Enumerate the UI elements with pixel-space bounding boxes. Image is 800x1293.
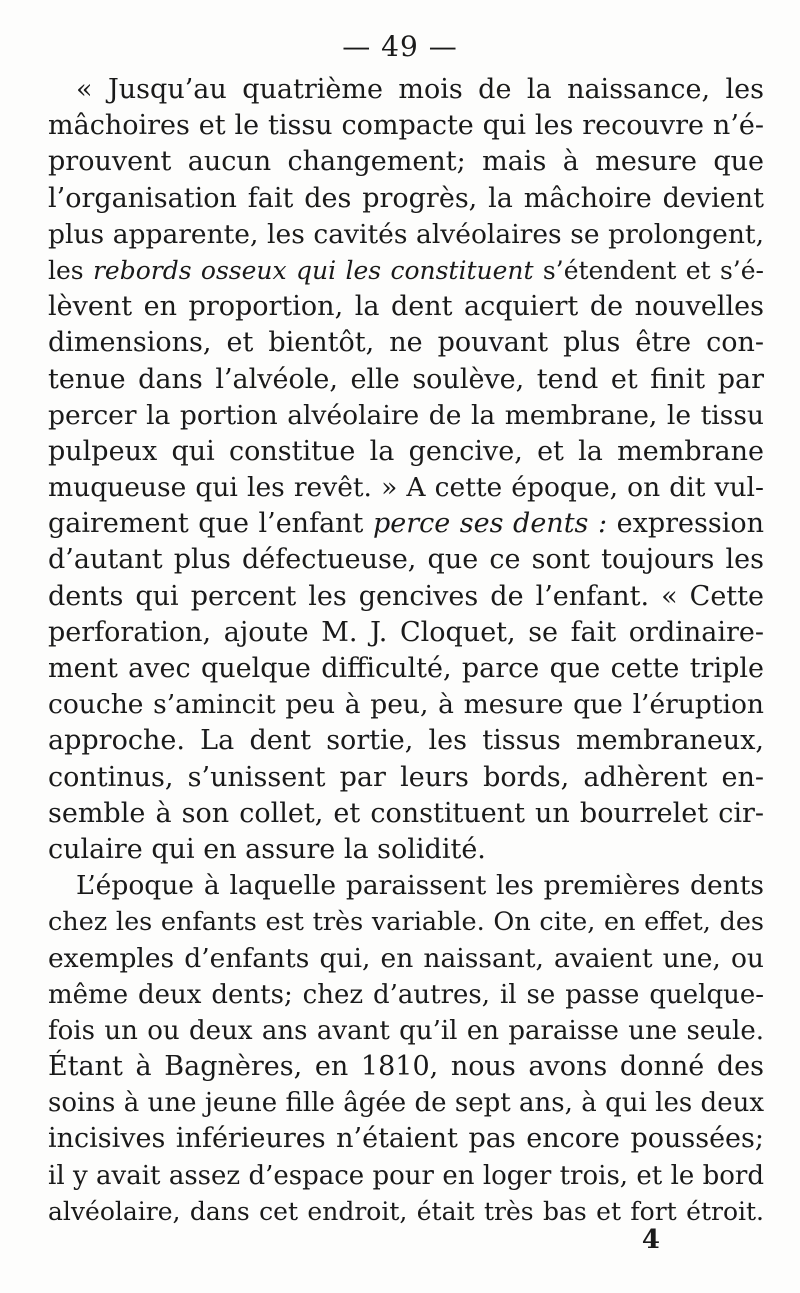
text-segment: prouvent aucun changement; mais à mesure que [48, 146, 764, 178]
text-segment: culaire qui en assure la solidité. [48, 833, 486, 865]
text-segment: même deux dents; chez d’autres, il se passe quelque- [48, 979, 764, 1010]
text-line [48, 832, 764, 868]
text-line [48, 506, 764, 542]
text-line [48, 253, 764, 289]
italic-text: rebords osseux qui les constituent [92, 255, 534, 285]
text-segment: semble à son collet, et constituent un bourrelet cir- [48, 797, 764, 829]
text-segment: dimensions, et bientôt, ne pouvant plus être con- [48, 327, 764, 359]
text-line [48, 687, 764, 723]
text-line [48, 181, 764, 217]
text-segment: dents qui percent les gencives de l’enfant. « Cette [48, 580, 764, 612]
text-line [48, 941, 764, 977]
text-segment: muqueuse qui les revêt. » A cette époque, on dit vul- [48, 472, 764, 504]
text-line [48, 1158, 764, 1194]
text-segment: fois un ou deux ans avant qu’il en paraisse une seule. [48, 1015, 764, 1046]
body-text [48, 72, 764, 1230]
text-segment: « Jusqu’au quatrième mois de la naissance, les [76, 74, 764, 105]
text-segment: approche. La dent sortie, les tissus membraneux, [48, 725, 764, 757]
text-segment: mâchoires et le tissu compacte qui les recouvre n’é- [48, 110, 764, 142]
text-segment: couche s’amincit peu à peu, à mesure que l’éruption [48, 689, 764, 721]
text-line [48, 108, 764, 144]
text-line [48, 72, 764, 108]
text-line [48, 651, 764, 687]
text-line [48, 1013, 764, 1049]
text-line [48, 217, 764, 253]
text-segment: il y avait assez d’espace pour en loger trois, et le bord [48, 1160, 764, 1191]
text-segment: percer la portion alvéolaire de la membrane, le tissu [48, 399, 764, 431]
text-line [48, 1049, 764, 1085]
text-line [48, 470, 764, 506]
text-line [48, 325, 764, 361]
text-segment: d’autant plus défectueuse, que ce sont toujours les [48, 544, 764, 576]
text-segment: expression [607, 508, 764, 540]
text-line [48, 1121, 764, 1157]
italic-text: perce ses dents : [372, 508, 608, 540]
text-segment: continus, s’unissent par leurs bords, adhèrent en- [48, 761, 764, 793]
text-segment: pulpeux qui constitue la gencive, et la membrane [48, 435, 764, 467]
text-segment: chez les enfants est très variable. On cite, en effet, des [48, 907, 764, 938]
text-line [48, 904, 764, 940]
text-line [48, 289, 764, 325]
page-number: — 49 — [342, 30, 458, 63]
text-line [48, 362, 764, 398]
text-segment: alvéolaire, dans cet endroit, était très bas et fort étroit. [48, 1196, 764, 1226]
text-segment: lèvent en proportion, la dent acquiert de nouvelles [48, 291, 764, 323]
text-segment: incisives inférieures n’étaient pas encore poussées; [48, 1123, 764, 1155]
text-segment: exemples d’enfants qui, en naissant, avaient une, ou [48, 942, 764, 974]
text-line [48, 1085, 764, 1121]
text-line [48, 868, 764, 904]
text-segment: l’organisation fait des progrès, la mâchoire devient [48, 182, 764, 214]
text-segment: ment avec quelque difficulté, parce que cette triple [48, 653, 764, 684]
signature-mark: 4 [641, 1225, 660, 1255]
text-segment: L’époque à laquelle paraissent les premières dents [76, 870, 764, 902]
text-segment: soins à une jeune fille âgée de sept ans, à qui les deux [48, 1088, 764, 1119]
text-line [48, 723, 764, 759]
text-line [48, 579, 764, 615]
text-line [48, 398, 764, 434]
text-segment: tenue dans l’alvéole, elle soulève, tend et finit par [48, 363, 764, 395]
text-line [48, 760, 764, 796]
text-line [48, 977, 764, 1013]
text-segment: s’étendent et s’é- [533, 255, 764, 285]
text-line [48, 434, 764, 470]
text-segment: perforation, ajoute M. J. Cloquet, se fait ordinaire- [48, 616, 764, 648]
text-line [48, 542, 764, 578]
text-segment: gairement que l’enfant [48, 508, 373, 540]
text-segment: Étant à Bagnères, en 1810, nous avons donné des [48, 1051, 764, 1083]
text-line [48, 615, 764, 651]
text-segment: les [48, 255, 93, 285]
text-line [48, 144, 764, 180]
text-segment: plus apparente, les cavités alvéolaires se prolongent, [48, 218, 764, 250]
text-line [48, 796, 764, 832]
